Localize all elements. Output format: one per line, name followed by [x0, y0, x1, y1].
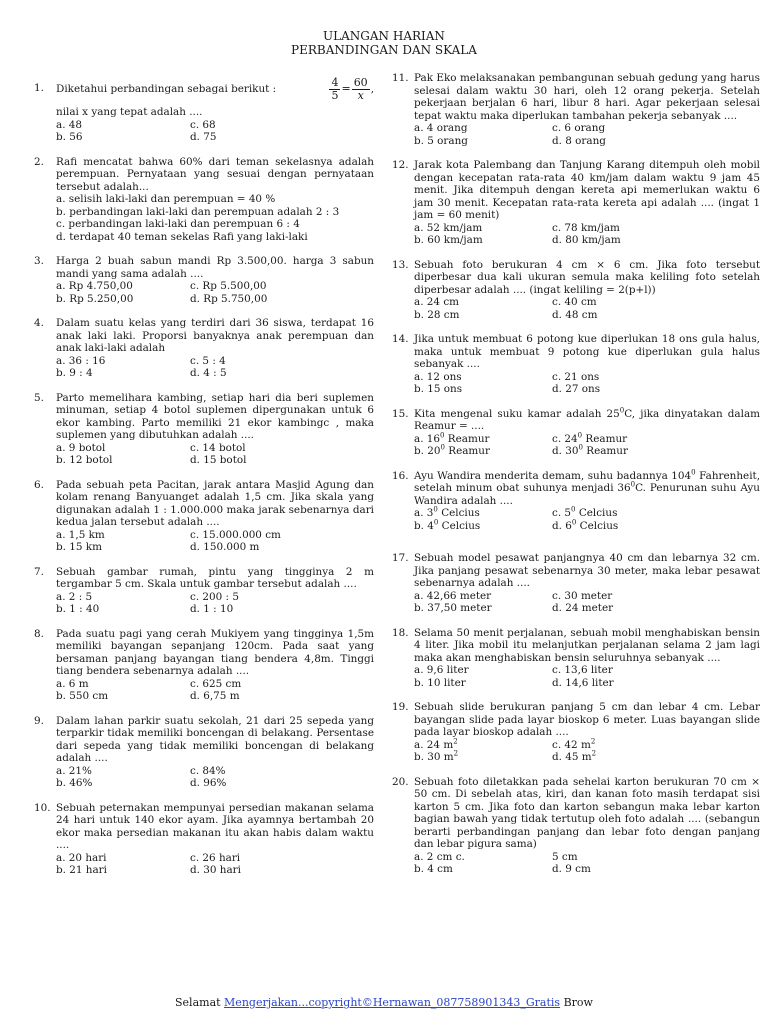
question-number: 5.	[34, 391, 44, 404]
question-number: 12.	[392, 159, 409, 171]
question-number: 8.	[34, 627, 44, 640]
option[interactable]: d. 6,75 m	[190, 690, 240, 702]
option[interactable]: d. $6^0$ Celcius	[552, 518, 619, 532]
question-text: Sebuah slide berukuran panjang 5 cm dan lebar 4 cm. Lebar bayangan slide pada layar bioskop 6 meter. Luas bayangan slide pada layar bioskop adalah ....	[414, 701, 760, 738]
option[interactable]: a. 6 m	[56, 677, 89, 690]
question-8	[34, 628, 374, 703]
question-text: Sebuah gambar rumah, pintu yang tingginya 2 m tergambar 5 cm. Skala untuk gambar tersebut adalah ....	[56, 565, 374, 590]
question-7	[34, 566, 374, 616]
question-number: 20.	[392, 775, 409, 788]
option[interactable]: a. 4 orang	[414, 122, 468, 134]
question-text: Dalam lahan parkir suatu sekolah, 21 dari 25 sepeda yang terparkir tidak memiliki boncengan di belakang. Persentase dari sepeda yang tidak memiliki boncengan di belakang adalah ....	[56, 714, 374, 764]
option[interactable]: a. 24 $m^2$	[414, 737, 458, 751]
option[interactable]: b. Rp 5.250,00	[56, 292, 134, 305]
question-text-continued: nilai x yang tepat adalah ....	[56, 106, 203, 118]
question-2	[34, 156, 374, 244]
option[interactable]: d. 27 ons	[552, 383, 601, 395]
right-column	[392, 72, 760, 876]
option[interactable]: d. $30^0$ Reamur	[552, 443, 628, 457]
footer-suffix: Brow	[560, 996, 593, 1009]
question-number: 14.	[392, 333, 409, 345]
question-text: Kita mengenal suku kamar adalah $25^0C$, jika dinyatakan dalam Reamur = ....	[414, 406, 760, 432]
question-text: Dalam suatu kelas yang terdiri dari 36 siswa, terdapat 16 anak laki laki. Proporsi banyaknya anak perempuan dan anak laki-laki adalah	[56, 317, 374, 354]
question-text: Pada suatu pagi yang cerah Mukiyem yang tingginya 1,5m memiliki bayangan sepanjang 120cm. Pada saat yang bersaman panjang bayangan tiang bendera 4,8m. Tinggi tiang bendera sebenarnya adalah ....	[56, 627, 374, 677]
question-text: Ayu Wandira menderita demam, suhu badannya $104^0$ Fahrenheit, setelah minum obat suhunya menjadi $36^0C$. Penurunan suhu Ayu Wandira adalah ....	[414, 468, 760, 507]
exam-title: ULANGAN HARIAN	[323, 29, 445, 43]
option[interactable]: b. 15 km	[56, 541, 102, 553]
question-number: 16.	[392, 469, 409, 482]
option[interactable]: a. 42,66 meter	[414, 589, 492, 602]
option[interactable]: b. 60 km/jam	[414, 234, 483, 246]
option[interactable]: d. 80 km/jam	[552, 234, 621, 246]
question-text: Diketahui perbandingan sebagai berikut :	[56, 82, 277, 95]
option[interactable]: b. 10 liter	[414, 676, 466, 689]
option[interactable]: a. 48	[56, 118, 83, 131]
question-text: Sebuah foto diletakkan pada sehelai karton berukuran 70 cm × 50 cm. Di sebelah atas, kiri, dan kanan foto masih terdapat sisi karton 5 cm. Jika foto dan karton sebangun maka lebar karton bagian bawah yang tidak tertutup oleh foto adalah .... (sebangun berarti perbandingan panjang dan lebar foto dengan panjang dan lebar pigura sama)	[414, 775, 760, 850]
question-text: Sebuah foto berukuran 4 cm × 6 cm. Jika foto tersebut diperbesar dua kali ukuran semula maka keliling foto setelah diperbesar adalah .... (ingat keliling = 2(p+l))	[414, 258, 760, 296]
question-14	[392, 333, 760, 396]
options	[56, 355, 374, 380]
option[interactable]: c. 84%	[190, 764, 226, 777]
options	[414, 122, 760, 147]
option[interactable]: b. $4^0$ Celcius	[414, 518, 481, 532]
option[interactable]: a. 2 cm c.	[414, 850, 465, 863]
option[interactable]: d. 1 : 10	[190, 603, 234, 615]
option[interactable]: a. 20 hari	[56, 851, 107, 864]
question-1	[34, 74, 374, 144]
options	[414, 739, 760, 764]
option[interactable]: c. 40 cm	[552, 296, 597, 308]
option[interactable]: b. 46%	[56, 777, 93, 789]
question-number: 9.	[34, 714, 44, 727]
option[interactable]: d. 24 meter	[552, 602, 614, 614]
options	[414, 851, 760, 876]
option[interactable]: c. Rp 5.500,00	[190, 280, 267, 292]
footer	[0, 996, 768, 1010]
question-number: 1.	[34, 82, 44, 94]
option[interactable]: b. 37,50 meter	[414, 602, 492, 614]
option[interactable]: b. 1 : 40	[56, 603, 100, 615]
question-13	[392, 259, 760, 322]
options	[56, 591, 374, 616]
option[interactable]: a. $3^0$ Celcius	[414, 505, 480, 519]
option[interactable]: a. 36 : 16	[56, 354, 106, 367]
options	[414, 433, 760, 458]
option[interactable]: b. 21 hari	[56, 864, 107, 876]
question-3	[34, 255, 374, 305]
question-text: Parto memelihara kambing, setiap hari dia beri suplemen minuman, setiap 4 botol suplemen dipergunakan untuk 6 ekor kambing. Parto memiliki 21 ekor kambingc , maka suplemen yang dibutuhkan adalah ....	[56, 391, 374, 441]
option[interactable]: a. 2 : 5	[56, 590, 93, 603]
question-number: 15.	[392, 407, 409, 420]
option[interactable]: b. perbandingan laki-laki dan perempuan adalah 2 : 3	[56, 205, 340, 218]
option[interactable]: d. terdapat 40 teman sekelas Rafi yang laki-laki	[56, 230, 308, 243]
option[interactable]: a. 1,5 km	[56, 528, 105, 541]
question-text: Pak Eko melaksanakan pembangunan sebuah gedung yang harus selesai dalam waktu 30 hari, oleh 12 orang pekerja. Setelah pekerjaan berjalan 6 hari, libur 8 hari. Agar pekerjaan selesai tepat waktu maka diperlukan tambahan pekerja sebanyak ....	[414, 72, 760, 122]
option[interactable]: c. 21 ons	[552, 370, 600, 383]
options	[56, 852, 374, 877]
options	[56, 119, 374, 144]
question-15	[392, 408, 760, 458]
option[interactable]: b. 12 botol	[56, 454, 113, 466]
question-16	[392, 470, 760, 533]
options	[414, 222, 760, 247]
option[interactable]: d. 30 hari	[190, 864, 241, 876]
option[interactable]: c. 14 botol	[190, 441, 246, 454]
option[interactable]: d. 48 cm	[552, 308, 598, 321]
question-number: 17.	[392, 552, 409, 564]
question-6	[34, 479, 374, 554]
question-5	[34, 392, 374, 467]
options	[56, 280, 374, 305]
fraction-right: $\frac{60}{x}$	[353, 75, 368, 102]
question-number: 18.	[392, 626, 409, 639]
question-9	[34, 715, 374, 790]
option[interactable]: d. 45 $m^2$	[552, 749, 597, 763]
option[interactable]: c. 200 : 5	[190, 590, 239, 603]
question-number: 19.	[392, 701, 409, 713]
option[interactable]: d. 15 botol	[190, 454, 247, 466]
option[interactable]: c. $5^0$ Celcius	[552, 505, 618, 519]
option[interactable]: c. 30 meter	[552, 589, 613, 602]
question-number: 2.	[34, 155, 44, 168]
question-number: 13.	[392, 258, 409, 271]
option[interactable]: d. 14,6 liter	[552, 676, 614, 689]
question-10	[34, 802, 374, 877]
option[interactable]: c. $24^0$ Reamur	[552, 431, 628, 445]
question-17	[392, 552, 760, 615]
option[interactable]: a. 52 km/jam	[414, 221, 483, 234]
question-4	[34, 317, 374, 380]
option[interactable]: c. 6 orang	[552, 122, 606, 134]
options	[414, 507, 760, 532]
option[interactable]: c. 26 hari	[190, 851, 241, 864]
option[interactable]: a. $16^0$ Reamur	[414, 431, 490, 445]
option[interactable]: b. 28 cm	[414, 308, 460, 321]
question-11	[392, 72, 760, 147]
option[interactable]: d. 4 : 5	[190, 367, 227, 379]
option[interactable]: c. perbandingan laki-laki dan perempuan 6 : 4	[56, 218, 300, 230]
options	[414, 590, 760, 615]
option[interactable]: d. 9 cm	[552, 863, 591, 875]
option[interactable]: d. Rp 5.750,00	[190, 292, 268, 305]
option[interactable]: a. 9,6 liter	[414, 664, 469, 676]
question-text: Pada sebuah peta Pacitan, jarak antara Masjid Agung dan kolam renang Banyuanget adalah 1,5 cm. Jika skala yang digunakan adalah 1 : 1.000.000 maka jarak sebenarnya dari kedua jalan tersebut adalah ....	[56, 478, 374, 528]
option[interactable]: c. 68	[190, 118, 216, 131]
option[interactable]: b. 30 $m^2$	[414, 749, 459, 763]
options	[56, 765, 374, 790]
option[interactable]: b. 5 orang	[414, 134, 468, 147]
question-text: Sebuah peternakan mempunyai persedian makanan selama 24 hari untuk 140 ekor ayam. Jika ayamnya bertambah 20 ekor maka persedian makanan itu akan habis dalam waktu ....	[56, 801, 374, 851]
fraction-left: $\frac{4}{5}$	[331, 75, 339, 102]
option[interactable]: d. 96%	[190, 777, 227, 789]
question-number: 11.	[392, 72, 409, 84]
options	[414, 371, 760, 396]
option[interactable]: a. 24 cm	[414, 296, 459, 308]
question-text: Jarak kota Palembang dan Tanjung Karang ditempuh oleh mobil dengan kecepatan rata-rata 40 km/jam dalam waktu 9 jam 45 menit. Jika ditempuh dengan kereta api memerlukan waktu 6 jam 30 menit. Kecepatan rata-rata kereta api adalah .... (ingat 1 jam = 60 menit)	[414, 159, 760, 221]
options	[414, 664, 760, 689]
question-text: Harga 2 buah sabun mandi Rp 3.500,00. harga 3 sabun mandi yang sama adalah ....	[56, 255, 374, 280]
option[interactable]: c. 13,6 liter	[552, 664, 613, 676]
option[interactable]: 5 cm	[552, 850, 578, 863]
options	[414, 296, 760, 321]
options	[56, 193, 374, 243]
question-number: 10.	[34, 801, 51, 814]
question-number: 3.	[34, 255, 44, 267]
option[interactable]: c. 42 $m^2$	[552, 737, 596, 751]
option[interactable]: a. 21%	[56, 764, 92, 777]
option[interactable]: c. 625 cm	[190, 677, 242, 690]
options	[56, 678, 374, 703]
option[interactable]: d. 8 orang	[552, 134, 606, 147]
option[interactable]: a. 9 botol	[56, 441, 106, 454]
question-text: Rafi mencatat bahwa 60% dari teman sekelasnya adalah perempuan. Pernyataan yang sesuai dengan pernyataan tersebut adalah...	[56, 155, 374, 193]
question-text: Selama 50 menit perjalanan, sebuah mobil menghabiskan bensin 4 liter. Jika mobil itu melanjutkan perjalanan selama 2 jam lagi maka akan menghabiskan bensin seluruhnya sebanyak ....	[414, 626, 760, 664]
question-19	[392, 701, 760, 764]
option[interactable]: c. 5 : 4	[190, 354, 226, 367]
question-20	[392, 776, 760, 876]
option[interactable]: b. 4 cm	[414, 863, 453, 875]
option[interactable]: d. 150.000 m	[190, 541, 260, 553]
left-column	[34, 72, 374, 877]
question-number: 7.	[34, 565, 44, 578]
question-number: 6.	[34, 478, 44, 491]
question-text: Jika untuk membuat 6 potong kue diperlukan 18 ons gula halus, maka untuk membuat 9 potong kue diperlukan gula halus sebanyak ....	[414, 333, 760, 370]
option[interactable]: b. 56	[56, 131, 83, 143]
footer-prefix: Selamat	[175, 996, 225, 1009]
option[interactable]: b. 9 : 4	[56, 367, 93, 379]
options	[56, 529, 374, 554]
equation: $\frac{4}{5}$ = $\frac{60}{x}$ ,	[331, 75, 374, 102]
exam-subtitle: PERBANDINGAN DAN SKALA	[291, 43, 477, 57]
options	[56, 442, 374, 467]
option[interactable]: c. 78 km/jam	[552, 221, 620, 234]
question-number: 4.	[34, 317, 44, 329]
question-text: Sebuah model pesawat panjangnya 40 cm dan lebarnya 32 cm. Jika panjang pesawat sebenarnya 30 meter, maka lebar pesawat sebenarnya adalah ....	[414, 552, 760, 589]
question-18	[392, 627, 760, 690]
copyright-link[interactable]: Mengerjakan...copyright©Hernawan_087758901343_Gratis	[224, 996, 561, 1009]
option[interactable]: a. selisih laki-laki dan perempuan = 40 %	[56, 193, 276, 205]
option[interactable]: b. 15 ons	[414, 383, 463, 395]
option[interactable]: a. 12 ons	[414, 370, 462, 383]
option[interactable]: c. 15.000.000 cm	[190, 528, 281, 541]
equals-sign: =	[341, 81, 351, 95]
question-12	[392, 159, 760, 247]
option[interactable]: a. Rp 4.750,00	[56, 280, 133, 292]
option[interactable]: b. 550 cm	[56, 690, 109, 702]
option[interactable]: b. $20^0$ Reamur	[414, 443, 490, 457]
option[interactable]: d. 75	[190, 131, 217, 143]
